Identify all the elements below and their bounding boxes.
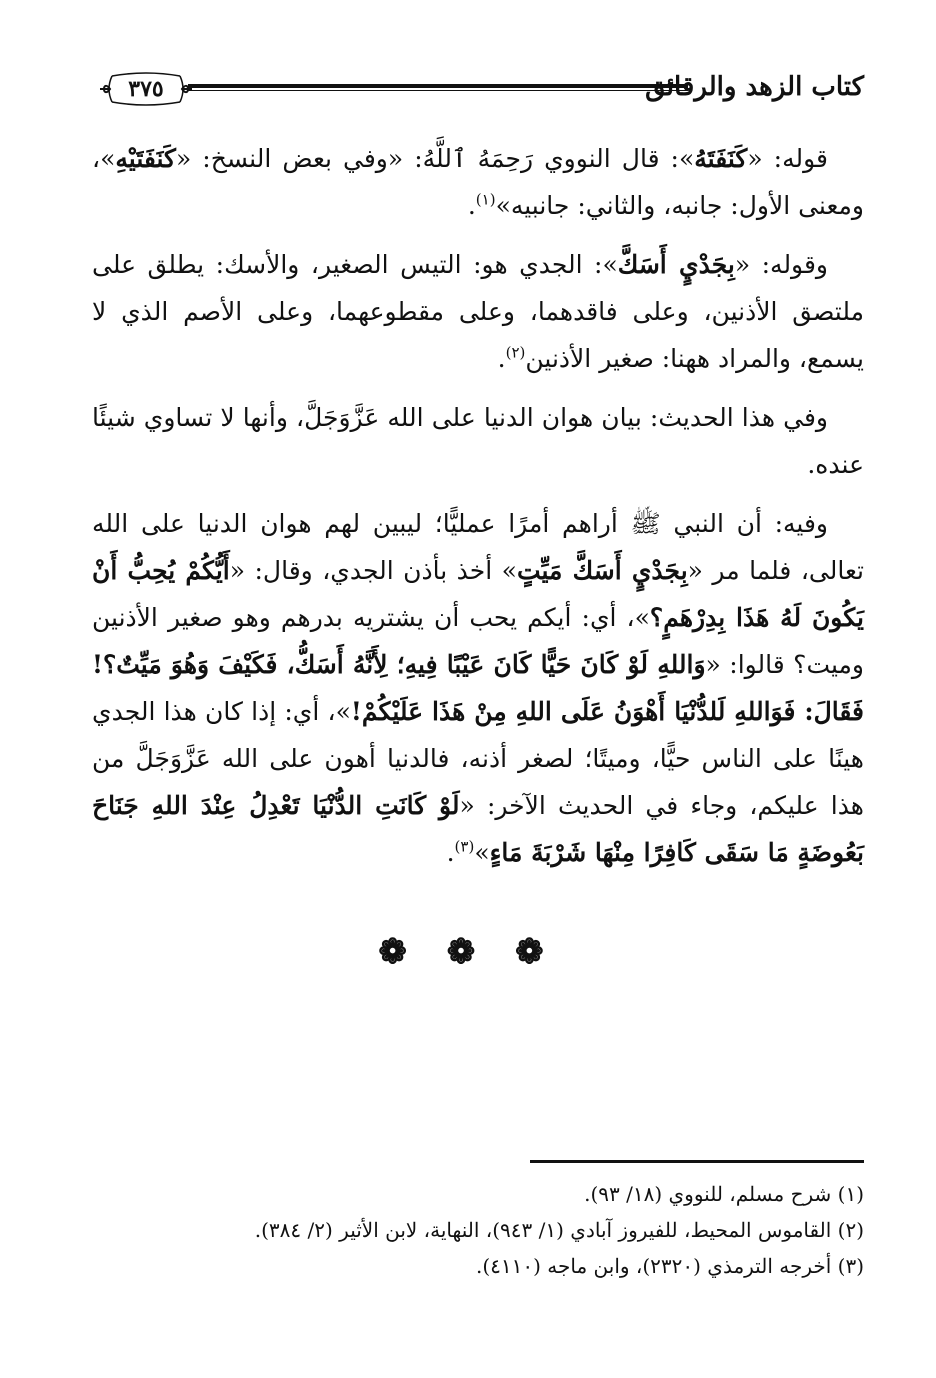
paragraph-3: وفي هذا الحديث: بيان هوان الدنيا على الله عَزَّوَجَلَّ، وأنها لا تساوي شيئًا عنده. xyxy=(92,403,864,479)
footnotes xyxy=(92,1176,864,1284)
page-header xyxy=(88,58,864,128)
main-text xyxy=(92,135,864,888)
paragraph-2: وقوله: «بِجَدْيٍ أَسَكَّ»: الجدي هو: التيس الصغير، والأسك: يطلق على ملتصق الأذنين، وعلى فاقدهما، وعلى مقطوعهما، وعلى الأصم الذي لا يسمع، والمراد ههنا: صغير الأذنين$^{(٢)}$. xyxy=(92,250,864,373)
footnote-2: (٢) القاموس المحيط، للفيروز آبادي (١/ ٩٤٣)، النهاية، لابن الأثير (٢/ ٣٨٤). xyxy=(254,1218,864,1242)
footnote-ref-2: (٢) xyxy=(505,343,526,362)
header-rule xyxy=(188,84,688,92)
section-separator: ❁ ❁ ❁ xyxy=(378,932,558,972)
footnote-ref-3: (٣) xyxy=(454,837,475,856)
footnote-rule xyxy=(530,1160,864,1163)
book-title: كتاب الزهد والرقائق xyxy=(645,72,864,102)
footnote-3: (٣) أخرجه الترمذي (٢٣٢٠)، وابن ماجه (٤١١٠). xyxy=(475,1254,864,1278)
footnote-ref-1: (١) xyxy=(475,190,496,209)
page-number: ٣٧٥ xyxy=(128,76,164,102)
page-number-badge xyxy=(98,72,194,106)
footnote-1: (١) شرح مسلم، للنووي (١٨/ ٩٣). xyxy=(584,1182,864,1206)
paragraph-4: وفيه: أن النبي ﷺ أراهم أمرًا عمليًّا؛ ليبين لهم هوان الدنيا على الله تعالى، فلما مر «بِجَدْيٍ أَسَكَّ مَيِّتٍ» أخذ بأذن الجدي، وقال: «أَيُّكُمْ يُحِبُّ أَنْ يَكُونَ لَهُ هَذَا بِدِرْهَمٍ؟»، أي: أيكم يحب أن يشتريه بدرهم وهو صغير الأذنين وميت؟ قالوا: «وَاللهِ لَوْ كَانَ حَيًّا كَانَ عَيْبًا فِيهِ؛ لِأَنَّهُ أَسَكُّ، فَكَيْفَ وَهُوَ مَيِّتٌ؟! فَقَالَ: فَوَاللهِ لَلدُّنْيَا أَهْوَنُ عَلَى اللهِ مِنْ هَذَا عَلَيْكُمْ!»، أي: إذا كان هذا الجدي هينًا على الناس حيًّا، وميتًا؛ لصغر أذنه، فالدنيا أهون على الله عَزَّوَجَلَّ من هذا عليكم، وجاء في الحديث الآخر: «لَوْ كَانَتِ الدُّنْيَا تَعْدِلُ عِنْدَ اللهِ جَنَاحَ بَعُوضَةٍ مَا سَقَى كَافِرًا مِنْهَا شَرْبَةَ مَاءٍ»$^{(٣)}$. xyxy=(92,509,865,867)
paragraph-1: قوله: «كَنَفَتَهُ»: قال النووي رَحِمَهُ ٱللَّهُ: «وفي بعض النسخ: «كَنَفَتَيْهِ»، ومعنى الأول: جانبه، والثاني: جانبيه»$^{(١)}$. xyxy=(92,144,864,220)
